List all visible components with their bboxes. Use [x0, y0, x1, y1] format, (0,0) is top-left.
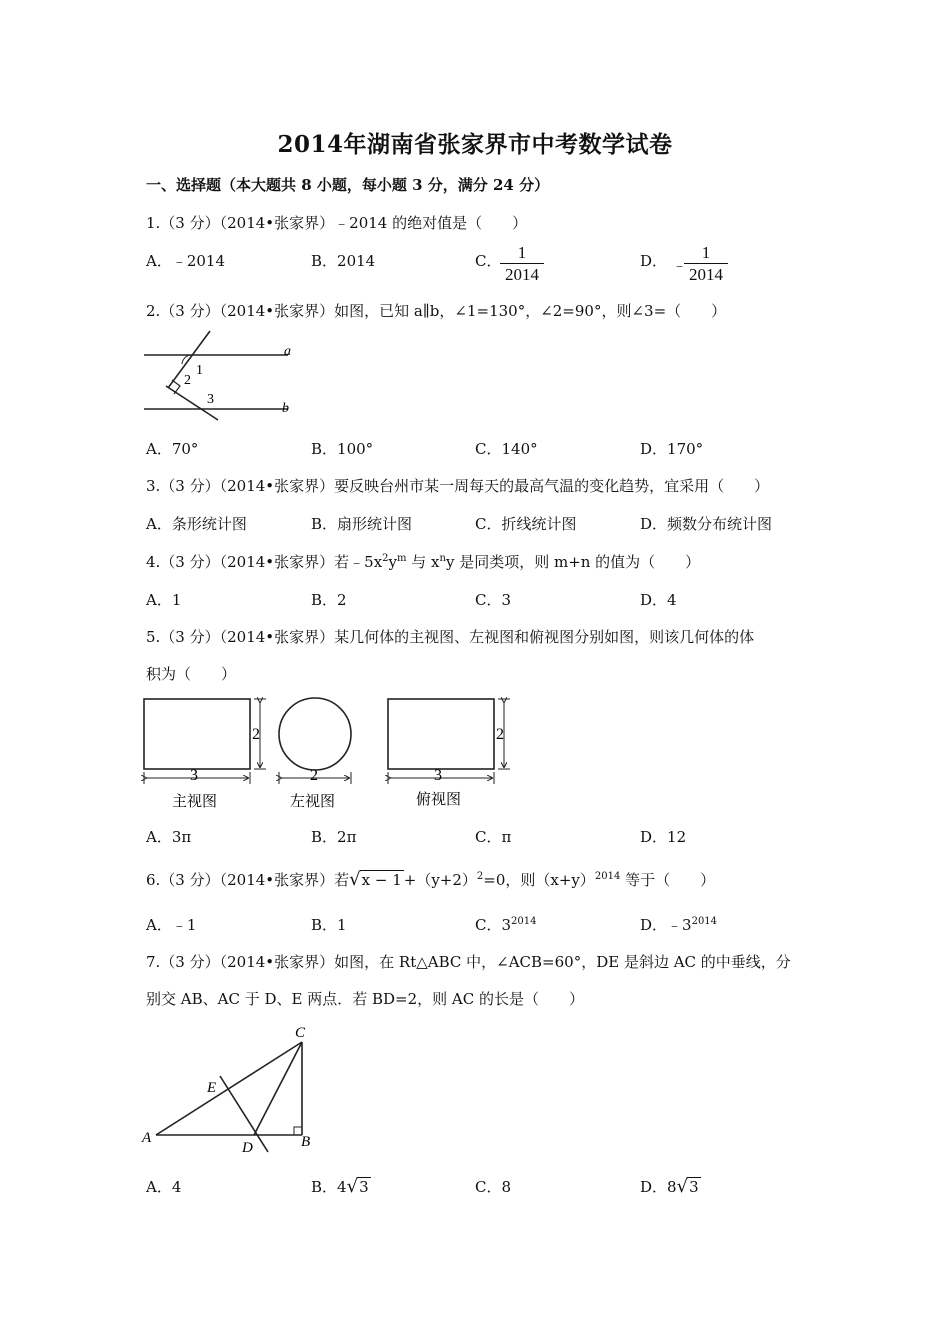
q2-option-d: D．170° [640, 440, 704, 458]
q3-option-b: B．扇形统计图 [311, 515, 413, 533]
q4-option-c: C．3 [475, 591, 512, 609]
q4-option-d: D．4 [640, 591, 677, 609]
q5-option-c: C．π [475, 828, 512, 846]
q2-option-c: C．140° [475, 440, 538, 458]
q7-option-c: C．8 [475, 1178, 512, 1196]
q7-label-d: D [242, 1140, 253, 1156]
q5-three-views-figure [138, 692, 528, 816]
q7-option-b: B．4√3 [311, 1176, 369, 1197]
q7-label-b: B [301, 1134, 311, 1150]
q1-c-numerator: 1 [517, 243, 527, 262]
q1-option-d: D． [640, 252, 668, 270]
q5-top-view-label: 俯视图 [416, 792, 462, 808]
q5-front-view-label: 主视图 [172, 794, 218, 810]
q2-label-3: 3 [207, 392, 214, 407]
question-1: 1.（3 分）（2014•张家界）﹣2014 的绝对值是（ ） [146, 214, 528, 232]
q6-option-c: C．$3^{2014}$ [475, 916, 537, 934]
q2-option-b: B．100° [311, 440, 374, 458]
question-5-line-2: 积为（ ） [146, 665, 237, 683]
q3-option-a: A．条形统计图 [146, 515, 247, 533]
q2-label-2: 2 [184, 373, 191, 388]
q7-triangle-figure [138, 1020, 328, 1160]
q5-option-a: A．3π [146, 828, 192, 846]
question-2: 2.（3 分）（2014•张家界）如图，已知 a∥b，∠1=130°，∠2=90°，则∠3=（ ） [146, 302, 727, 320]
q1-d-denominator: 2014 [689, 265, 723, 284]
q5-top-width: 3 [434, 767, 442, 784]
q1-option-d-fraction [684, 243, 728, 284]
question-4: 4.（3 分）（2014•张家界）若$﹣5x^2y^m$ 与 $x^ny$ 是同类项，则 m+n 的值为（ ） [146, 553, 701, 571]
q2-option-a: A．70° [146, 440, 199, 458]
q5-front-width: 3 [190, 767, 198, 784]
q1-c-denominator: 2014 [505, 265, 539, 284]
question-7-line-1: 7.（3 分）（2014•张家界）如图，在 Rt△ABC 中，∠ACB=60°，DE 是斜边 AC 的中垂线，分 [146, 953, 791, 971]
q6-option-a: A．﹣1 [146, 916, 197, 934]
q7-label-a: A [142, 1130, 152, 1146]
q1-option-b: B．2014 [311, 252, 376, 270]
q5-top-height: 2 [496, 726, 504, 743]
question-3: 3.（3 分）（2014•张家界）要反映台州市某一周每天的最高气温的变化趋势，宜采用（ ） [146, 477, 770, 495]
q3-option-c: C．折线统计图 [475, 515, 577, 533]
q2-parallel-lines-figure [140, 328, 310, 426]
q1-option-a: A．﹣2014 [146, 252, 226, 270]
q2-label-b: b [282, 401, 289, 416]
q5-left-view-label: 左视图 [290, 794, 336, 810]
q1-d-sign: ﹣ [672, 256, 688, 274]
q1-option-c-fraction [500, 243, 544, 284]
q7-label-c: C [295, 1025, 306, 1041]
q5-option-d: D．12 [640, 828, 687, 846]
q7-option-d: D．8√3 [640, 1176, 699, 1197]
q4-option-a: A．1 [146, 591, 182, 609]
q5-front-height: 2 [252, 726, 260, 743]
q5-option-b: B．2π [311, 828, 357, 846]
q5-left-width: 2 [310, 767, 318, 784]
q6-radicand: x − 1 [361, 871, 402, 889]
q6-option-d: D．$﹣3^{2014}$ [640, 916, 718, 934]
q1-d-numerator: 1 [701, 243, 711, 262]
q1-option-c: C． [475, 252, 502, 270]
question-5-line-1: 5.（3 分）（2014•张家界）某几何体的主视图、左视图和俯视图分别如图，则该几何体的体 [146, 628, 755, 646]
q3-option-d: D．频数分布统计图 [640, 515, 773, 533]
q2-label-a: a [284, 344, 291, 359]
q2-label-1: 1 [196, 363, 203, 378]
q7-label-e: E [207, 1080, 217, 1096]
page-title: 2014年湖南省张家界市中考数学试卷 [277, 131, 673, 158]
question-7-line-2: 别交 AB、AC 于 D、E 两点．若 BD=2，则 AC 的长是（ ） [146, 990, 584, 1008]
question-6: 6.（3 分）（2014•张家界）若$√x - 1 +(y+2)^2=0$，则$(x+y)^{2014}$ 等于（ ） [146, 869, 716, 890]
q7-option-a: A．4 [146, 1178, 182, 1196]
q6-option-b: B．1 [311, 916, 347, 934]
q4-option-b: B．2 [311, 591, 347, 609]
section-heading: 一、选择题（本大题共 8 小题，每小题 3 分，满分 24 分） [146, 176, 550, 194]
